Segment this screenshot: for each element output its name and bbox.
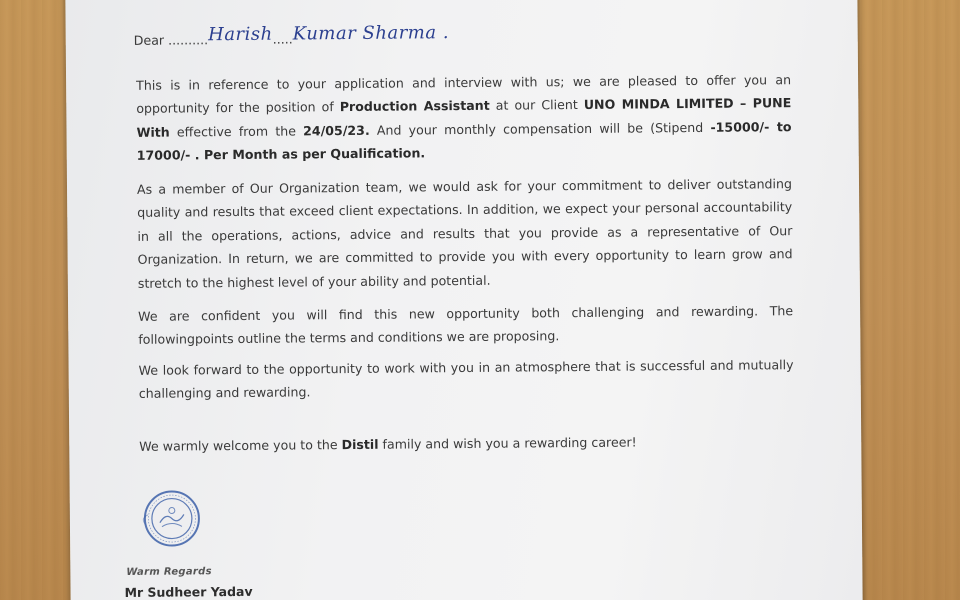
look-forward-paragraph: We look forward to the opportunity to work with you in an atmosphere that is successful and mutually challenging and rewarding.: [138, 357, 794, 402]
welcome-text-2: family and wish you a rewarding career!: [378, 434, 637, 452]
closing-salutation: Warm Regards: [126, 566, 212, 578]
salutation: [133, 22, 450, 50]
offer-text-3: effective from the: [169, 123, 304, 140]
salutation-dots-2: .....: [272, 31, 293, 47]
offer-text-2: at our Client: [489, 97, 584, 114]
offer-text-1: This is in reference to your application and interview with us; we are pleased to offer you an opportunity for the position of: [136, 72, 792, 117]
salutation-prefix: Dear: [133, 32, 165, 48]
offer-paragraph: [136, 68, 792, 167]
joining-date: 24/05/23.: [303, 122, 370, 139]
signer-name: Mr Sudheer Yadav: [124, 583, 253, 600]
recipient-first-name: Harish: [207, 23, 273, 46]
confidence-paragraph: We are confident you will find this new opportunity both challenging and rewarding. The followingpoints outline the terms and conditions we are proposing.: [138, 303, 794, 348]
offer-letter-paper: [65, 0, 863, 600]
commitment-paragraph: As a member of Our Organization team, we would ask for your commitment to deliver outstanding quality and results that exceed client expectations. In addition, we expect your personal accountability in all the operations, actions, advice and results that you provide as a representative of Our Organization. In return, we are committed to provide you with every opportunity to learn grow and stretch to the highest level of your ability and potential.: [136, 176, 793, 291]
company-seal-icon: [142, 488, 203, 549]
client-name: UNO MINDA LIMITED – PUNE With: [136, 95, 792, 140]
welcome-text-1: We warmly welcome you to the: [139, 437, 342, 454]
salutation-dots: ..........: [168, 32, 209, 48]
stipend-amount: -15000/- to 17000/- . Per Month as per Qualification.: [136, 118, 792, 164]
recipient-last-name: Kumar Sharma .: [292, 22, 450, 45]
welcome-paragraph: [139, 429, 794, 458]
position-title: Production Assistant: [339, 98, 490, 115]
company-name: Distil: [341, 436, 379, 453]
offer-text-4: And your monthly compensation will be (Stipend: [369, 119, 711, 138]
